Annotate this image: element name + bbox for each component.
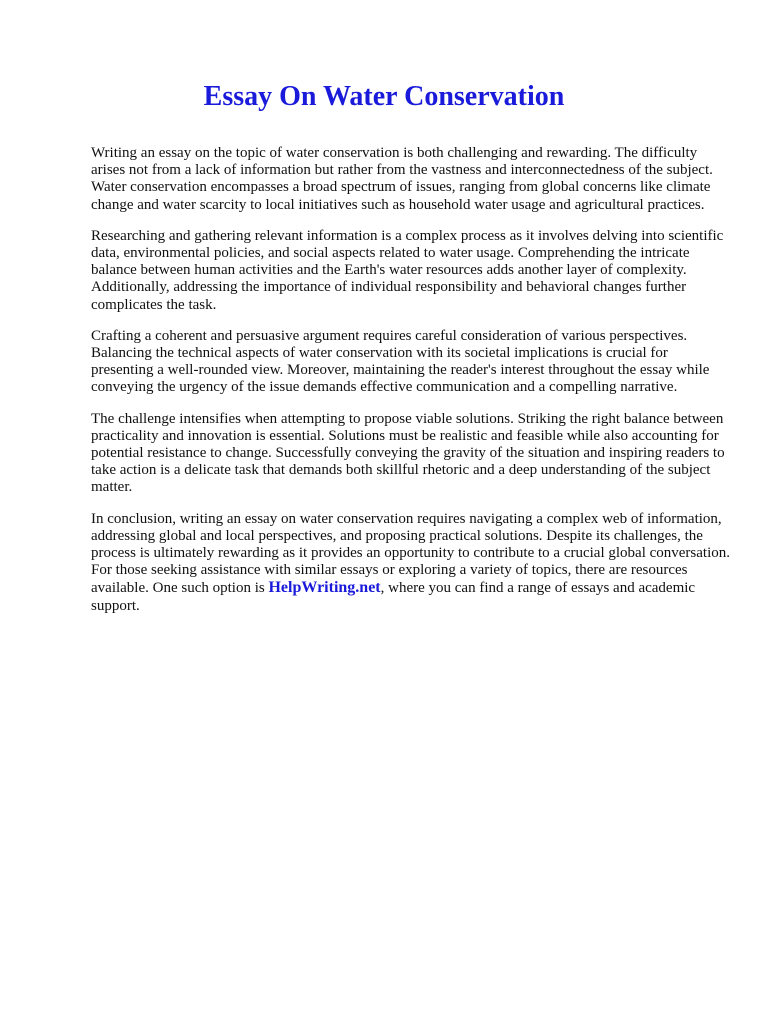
paragraph-4: The challenge intensifies when attempting to propose viable solutions. Striking the right balance between practicality and innovation is essential. Solutions must be realistic and feasible while also accounting for potential resistance to change. Successfully conveying the gravity of the situation and inspiring readers to take action is a delicate task that demands both skillful rhetoric and a deep understanding of the subject matter. — [91, 410, 725, 496]
document-title: Essay On Water Conservation — [203, 81, 565, 112]
paragraph-conclusion — [91, 511, 731, 615]
conclusion-text-before-link: In conclusion, writing an essay on water conservation requires navigating a complex web of information, addressing global and local perspectives, and proposing practical solutions. Despite its challenges, the process is ultimately rewarding as it provides an opportunity to contribute to a crucial global conversation. For those seeking assistance with similar essays or exploring a variety of topics, there are resources available. One such option is — [91, 510, 731, 597]
conclusion-text-after-link: , where you can find a range of essays and academic support. — [91, 580, 696, 614]
document-body — [91, 145, 731, 629]
paragraph-1: Writing an essay on the topic of water conservation is both challenging and rewarding. The difficulty arises not from a lack of information but rather from the vastness and interconnectedness of the subject. Water conservation encompasses a broad spectrum of issues, ranging from global concerns like climate change and water scarcity to local initiatives such as household water usage and agricultural practices. — [91, 145, 713, 213]
paragraph-2: Researching and gathering relevant information is a complex process as it involves delving into scientific data, environmental policies, and social aspects related to water usage. Comprehending the intricate balance between human activities and the Earth's water resources adds another layer of complexity. Additionally, addressing the importance of individual responsibility and behavioral changes further complicates the task. — [91, 227, 724, 313]
paragraph-3: Crafting a coherent and persuasive argument requires careful consideration of various perspectives. Balancing the technical aspects of water conservation with its societal implications is crucial for presenting a well-rounded view. Moreover, maintaining the reader's interest throughout the essay while conveying the urgency of the issue demands effective communication and a compelling narrative. — [91, 327, 710, 396]
helpwriting-link[interactable]: HelpWriting.net — [268, 579, 381, 597]
